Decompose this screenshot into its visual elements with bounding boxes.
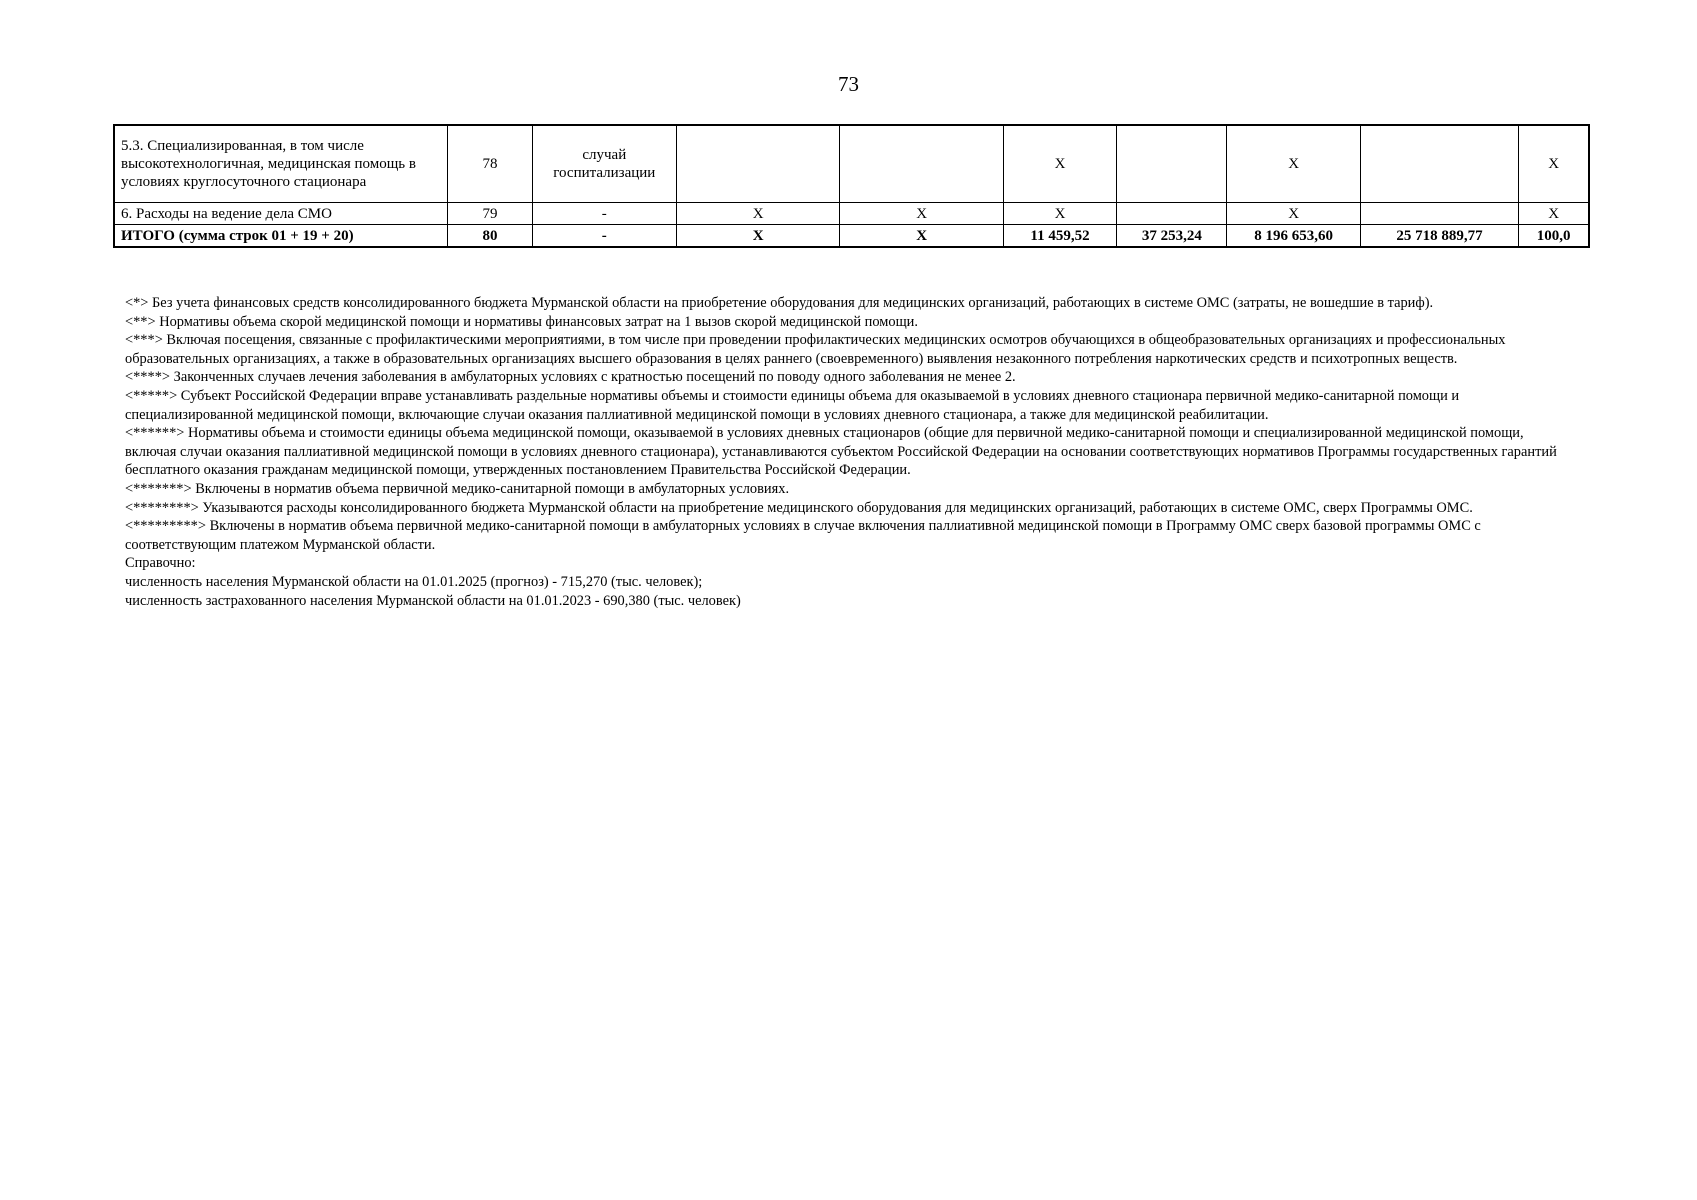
table-row	[114, 203, 1589, 225]
footnote: <*> Без учета финансовых средств консолидированного бюджета Мурманской области на приобретение оборудования для медицинских организаций, работающих в системе ОМС (затраты, не вошедшие в тариф).	[125, 295, 1434, 311]
table-cell: X	[1003, 125, 1116, 203]
footnote: <*****> Субъект Российской Федерации вправе устанавливать раздельные нормативы объемы и стоимости единицы объема для оказываемой в условиях дневного стационара первичной медико-санитарной помощи и специализированной медицинской помощи, включающие случаи оказания паллиативной медицинской помощи в условиях дневного стационара, а также для медицинской реабилитации.	[125, 387, 1460, 423]
reference-heading: Справочно:	[125, 555, 196, 572]
table-cell: X	[840, 203, 1003, 225]
footnote: <**> Нормативы объема скорой медицинской помощи и нормативы финансовых затрат на 1 вызов скорой медицинской помощи.	[125, 313, 918, 330]
footnote: <***> Включая посещения, связанные с профилактическими мероприятиями, в том числе при проведении профилактических медицинских осмотров обучающихся в общеобразовательных организациях и профессиональных образовательных организациях, а также в образовательных организациях высшего образования в целях раннего (своевременного) выявления незаконного потребления наркотических средств и психотропных веществ.	[125, 332, 1506, 367]
table-cell: X	[1003, 203, 1116, 225]
footnote: <*******> Включены в норматив объема первичной медико-санитарной помощи в амбулаторных условиях.	[125, 480, 790, 497]
table-cell: X	[1519, 203, 1589, 225]
table-cell: X	[677, 225, 840, 248]
footnote: <******> Нормативы объема и стоимости единицы объема медицинской помощи, оказываемой в условиях дневных стационаров (общие для первичной медико-санитарной помощи и специализированной медицинской помощи, включая случаи оказания паллиативной медицинской помощи в условиях дневного стационара), устанавливаются субъектом Российской Федерации на основании соответствующих нормативов Программы государственных гарантий бесплатного оказания гражданам медицинской помощи, утвержденных постановлением Правительства Российской Федерации.	[125, 425, 1557, 479]
row-number-cell: 79	[448, 203, 532, 225]
table-cell: X	[677, 203, 840, 225]
table-cell: 100,0	[1519, 225, 1589, 248]
row-number-cell: 78	[448, 125, 532, 203]
reference-line: численность населения Мурманской области на 01.01.2025 (прогноз) - 715,270 (тыс. человек);	[125, 573, 703, 590]
row-number-cell: 80	[448, 225, 532, 248]
table-cell	[1360, 125, 1518, 203]
table-cell	[840, 125, 1003, 203]
row-label: 5.3. Специализированная, в том числе высокотехнологичная, медицинская помощь в условиях круглосуточного стационара	[114, 125, 448, 203]
row-label: 6. Расходы на ведение дела СМО	[114, 203, 448, 225]
footnote: <********> Указываются расходы консолидированного бюджета Мурманской области на приобретение медицинского оборудования для медицинских организаций, работающих в системе ОМС, сверх Программы ОМС.	[125, 499, 1473, 516]
table-cell: X	[1227, 125, 1360, 203]
table-row-total	[114, 225, 1589, 248]
table-cell	[1117, 125, 1227, 203]
table-cell	[1360, 203, 1518, 225]
budget-table	[113, 124, 1590, 248]
table-cell: X	[840, 225, 1003, 248]
table-cell: X	[1227, 203, 1360, 225]
reference-line: численность застрахованного населения Мурманской области на 01.01.2023 - 690,380 (тыс. человек)	[125, 592, 741, 609]
table-cell: 37 253,24	[1117, 225, 1227, 248]
table-cell: 8 196 653,60	[1227, 225, 1360, 248]
page-number: 73	[838, 72, 859, 96]
footnotes	[125, 294, 1575, 610]
table-cell: 25 718 889,77	[1360, 225, 1518, 248]
table-cell	[1117, 203, 1227, 225]
unit-cell: -	[532, 225, 676, 248]
footnote: <*********> Включены в норматив объема первичной медико-санитарной помощи в амбулаторных условиях в случае включения паллиативной медицинской помощи в Программу ОМС сверх базовой программы ОМС с соответствующим платежом Мурманской области.	[125, 518, 1481, 553]
unit-cell: случай госпитализации	[532, 125, 676, 203]
table-cell: 11 459,52	[1003, 225, 1116, 248]
row-label: ИТОГО (сумма строк 01 + 19 + 20)	[114, 225, 448, 248]
table-row	[114, 125, 1589, 203]
footnote: <****> Законченных случаев лечения заболевания в амбулаторных условиях с кратностью посещений по поводу одного заболевания не менее 2.	[125, 369, 1016, 386]
table-cell: X	[1519, 125, 1589, 203]
table-cell	[677, 125, 840, 203]
unit-cell: -	[532, 203, 676, 225]
